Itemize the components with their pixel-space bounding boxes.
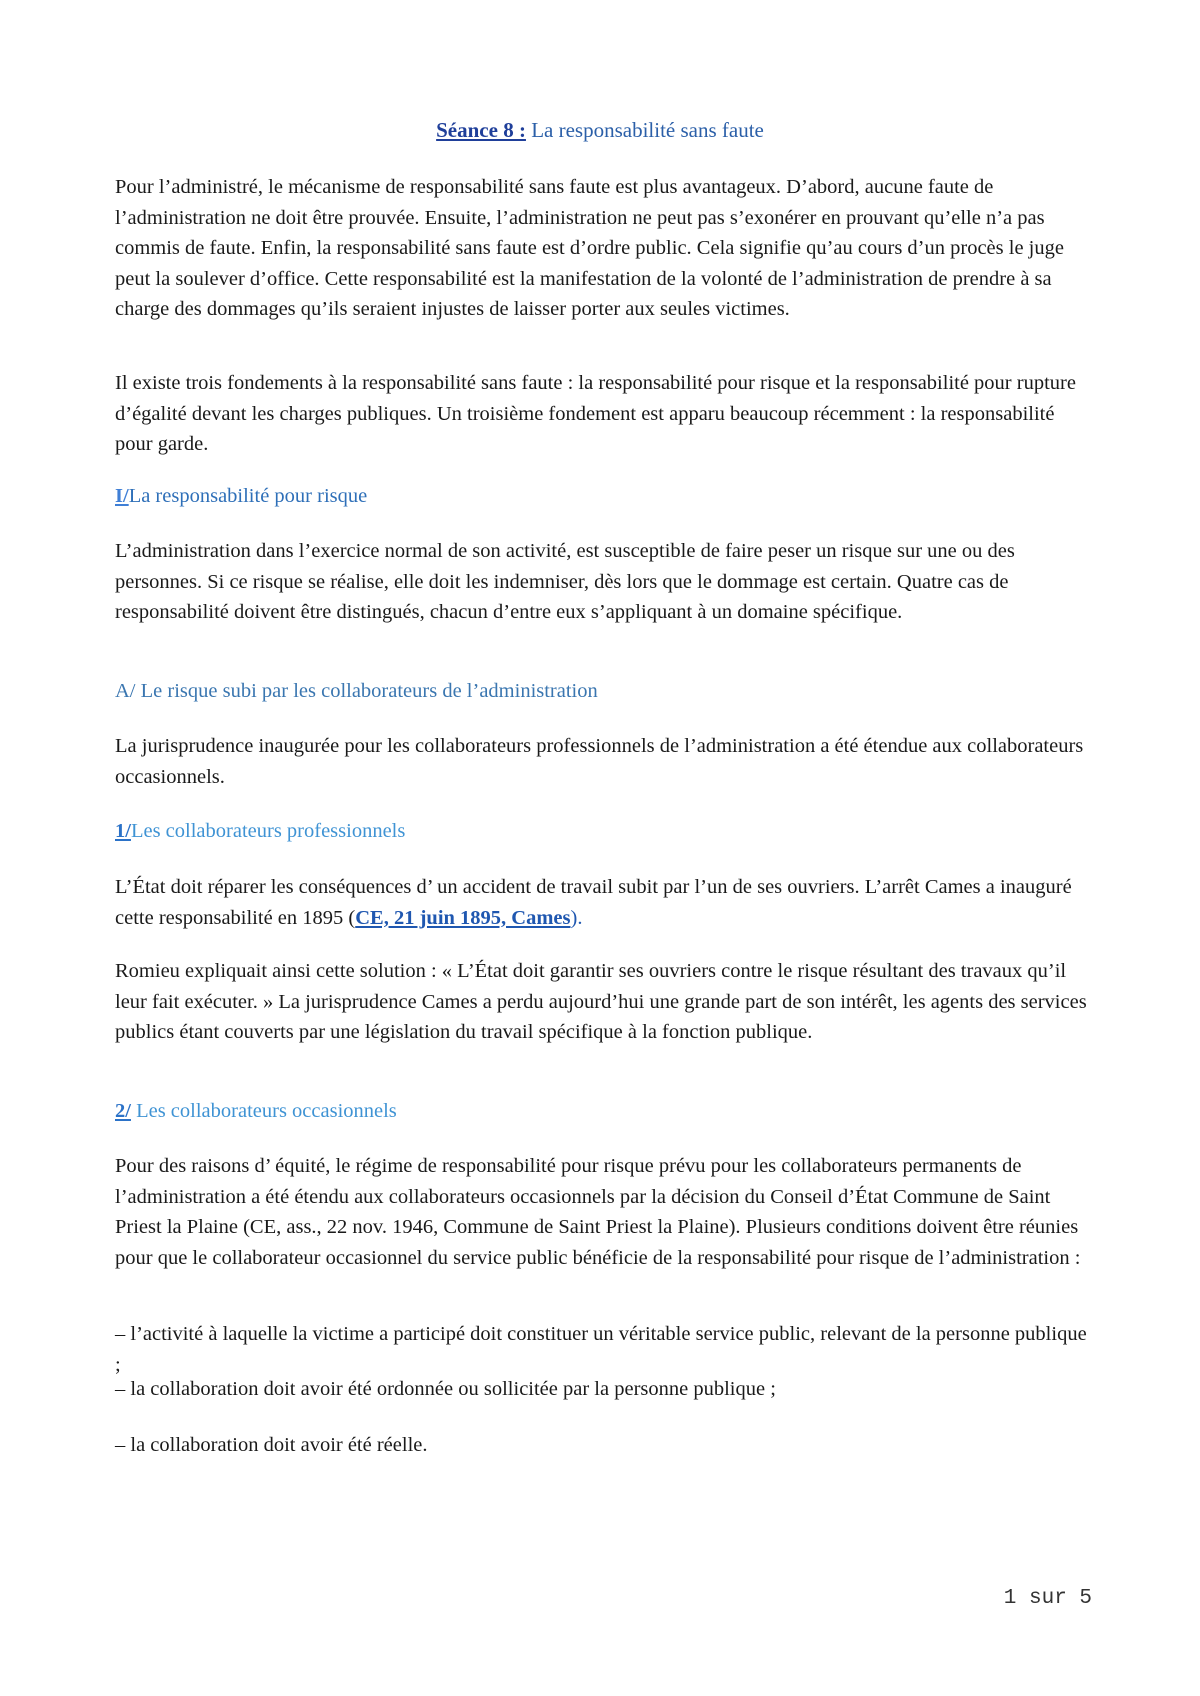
- page-title: [0, 116, 1200, 144]
- page-number: 1 sur 5: [1003, 1587, 1092, 1610]
- subheading-occasional-text: Les collaborateurs occasionnels: [130, 1100, 397, 1122]
- condition-item: – la collaboration doit avoir été ordonnée ou sollicitée par la personne publique ;: [115, 1378, 776, 1400]
- professional-text-before: L’État doit réparer les conséquences d’ un accident de travail subit par l’un de ses ouvriers. L’arrêt Cames a inauguré cette responsabilité en 1895 (: [115, 876, 1072, 929]
- subheading-occasional: [115, 1096, 1095, 1127]
- citation-link-cames[interactable]: CE, 21 juin 1895, Cames: [355, 906, 571, 929]
- professional-paragraph-1: [115, 872, 1095, 933]
- section-heading-text: La responsabilité pour risque: [128, 485, 368, 507]
- subheading-professional-number: 1/: [115, 820, 131, 842]
- condition-item: – l’activité à laquelle la victime a participé doit constituer un véritable service public, relevant de la personne publique ;: [115, 1323, 1087, 1376]
- condition-item: – la collaboration doit avoir été réelle.: [115, 1434, 428, 1456]
- subheading-occasional-number: 2/: [115, 1100, 131, 1122]
- section-heading-number: I/: [115, 485, 129, 507]
- professional-text-after: ).: [570, 906, 583, 929]
- title-text: La responsabilité sans faute: [525, 118, 764, 142]
- section-heading-risk: [115, 481, 1095, 512]
- occasional-paragraph: Pour des raisons d’ équité, le régime de responsabilité pour risque prévu pour les collaborateurs permanents de l’administration a été étendu aux collaborateurs occasionnels par la décision du Conseil d’État Commune de Saint Priest la Plaine (CE, ass., 22 nov. 1946, Commune de Saint Priest la Plaine). Plusieurs conditions doivent être réunies pour que le collaborateur occasionnel du service public bénéficie de la responsabilité pour risque de l’administration :: [115, 1155, 1081, 1269]
- intro-paragraph-2: Il existe trois fondements à la responsabilité sans faute : la responsabilité pour risque et la responsabilité pour rupture d’égalité devant les charges publiques. Un troisième fondement est apparu beaucoup récemment : la responsabilité pour garde.: [115, 372, 1076, 455]
- section-risk-paragraph: L’administration dans l’exercice normal de son activité, est susceptible de faire peser un risque sur une ou des personnes. Si ce risque se réalise, elle doit les indemniser, dès lors que le dommage est certain. Quatre cas de responsabilité doivent être distingués, chacun d’entre eux s’appliquant à un domaine spécifique.: [115, 540, 1015, 623]
- subsection-a-paragraph: La jurisprudence inaugurée pour les collaborateurs professionnels de l’administration a été étendue aux collaborateurs occasionnels.: [115, 735, 1084, 788]
- subheading-professional-text: Les collaborateurs professionnels: [130, 820, 406, 842]
- subheading-professional: [115, 816, 1095, 847]
- intro-paragraph-1: Pour l’administré, le mécanisme de responsabilité sans faute est plus avantageux. D’abord, aucune faute de l’administration ne doit être prouvée. Ensuite, l’administration ne peut pas s’exonérer en prouvant qu’elle n’a pas commis de faute. Enfin, la responsabilité sans faute est d’ordre public. Cela signifie qu’au cours d’un procès le juge peut la soulever d’office. Cette responsabilité est la manifestation de la volonté de l’administration de prendre à sa charge des dommages qu’ils seraient injustes de laisser porter aux seules victimes.: [115, 176, 1064, 320]
- title-number: Séance 8 :: [436, 118, 526, 142]
- professional-paragraph-2: Romieu expliquait ainsi cette solution : « L’État doit garantir ses ouvriers contre le risque résultant des travaux qu’il leur fait exécuter. » La jurisprudence Cames a perdu aujourd’hui une grande part de son intérêt, les agents des services publics étant couverts par une législation du travail spécifique à la fonction publique.: [115, 960, 1087, 1043]
- subsection-heading-a: A/ Le risque subi par les collaborateurs de l’administration: [115, 680, 598, 702]
